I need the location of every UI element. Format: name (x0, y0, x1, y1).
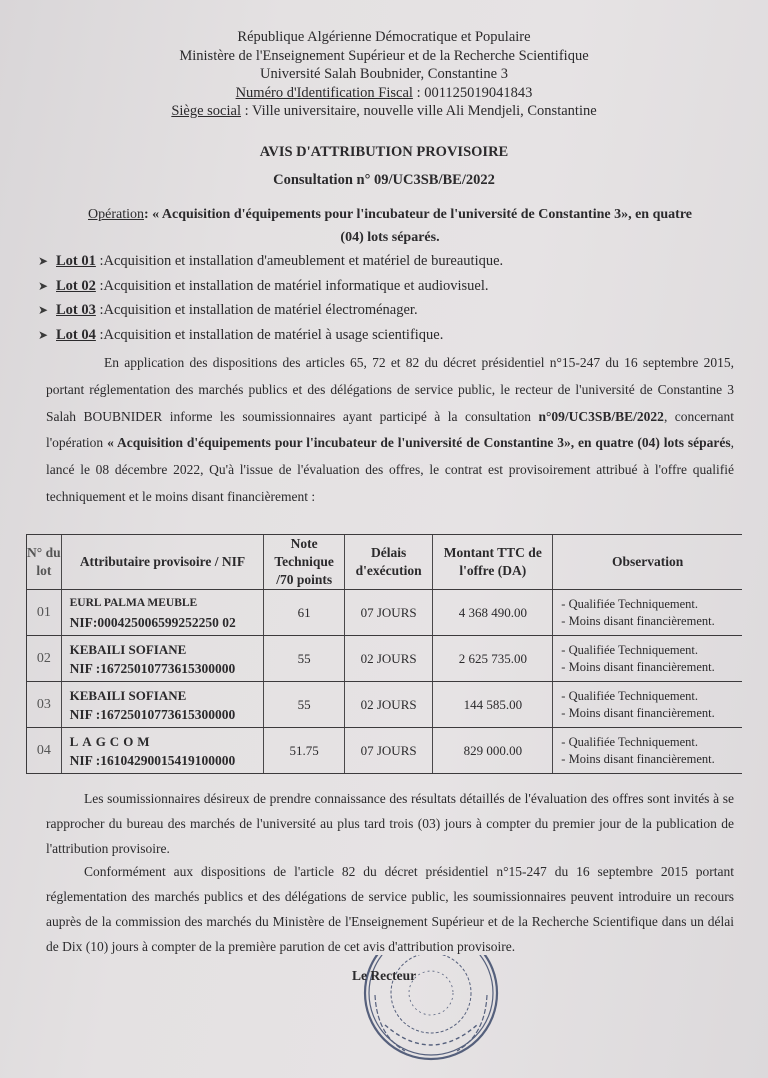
intro-text: En application des dispositions des articles 65, 72 et 82 du décret présidentiel n°15-247 du 16 septembre 2015, portant réglementation des marchés publics et des délégations de service public, le recteur de l'université de Constantine 3 Salah BOUBNIDER informe les soumissionnaires ayant participé à la consultation (46, 355, 734, 424)
col-observation: Observation (553, 535, 742, 590)
delivery-time: 02 JOURS (344, 682, 432, 728)
consultation-number: Consultation n° 09/UC3SB/BE/2022 (273, 172, 495, 188)
observation-line: - Qualifiée Techniquement. (561, 688, 698, 703)
lot-item (38, 278, 758, 303)
offer-amount: 829 000.00 (433, 728, 553, 774)
lot-item (38, 253, 758, 278)
delivery-time: 07 JOURS (344, 728, 432, 774)
observation-line: - Moins disant financièrement. (561, 751, 715, 766)
company-nif: NIF :16725010773615300000 (69, 706, 236, 722)
lot-item (38, 327, 758, 352)
table-header-row (27, 535, 743, 590)
fiscal-id-line (0, 84, 768, 103)
lot-code: Lot 02 (56, 277, 96, 294)
ministry-line: Ministère de l'Enseignement Supérieur et de la Recherche Scientifique (179, 47, 589, 64)
technical-score: 55 (264, 636, 345, 682)
operation-text-cont: (04) lots séparés. (340, 230, 440, 245)
company-name: EURL PALMA MEUBLE (69, 596, 198, 609)
lots-list (38, 253, 758, 351)
lot-code: Lot 03 (56, 302, 96, 318)
observation-line: - Moins disant financièrement. (561, 705, 715, 720)
university-line: Université Salah Boubnider, Constantine 3 (260, 66, 508, 82)
observation-line: - Moins disant financièrement. (561, 659, 715, 674)
company-nif: NIF:000425006599252250 02 (69, 614, 236, 630)
arrow-bullet-icon: ➤ (38, 327, 49, 342)
observation-cell (553, 682, 742, 728)
signature-title: Le Recteur (352, 968, 417, 983)
company-name: KEBAILI SOFIANE (69, 687, 187, 703)
lot-code: Lot 04 (56, 326, 96, 343)
lot-description: :Acquisition et installation d'ameublement et matériel de bureautique. (95, 253, 504, 269)
lot-number: 02 (27, 636, 62, 682)
technical-score: 61 (264, 590, 345, 636)
col-montant: Montant TTC de l'offre (DA) (433, 535, 553, 590)
operation-block (40, 203, 740, 249)
lot-description: :Acquisition et installation de matériel électroménager. (95, 302, 418, 318)
table-row (27, 682, 743, 728)
closing-text: Les soumissionnaires désireux de prendre connaissance des résultats détaillés de l'évaluation des offres sont invités à se rapprocher du bureau des marchés de l'université au plus tard trois (03) jours à compter du premier jour de la publication de l'attribution provisoire. (46, 791, 734, 856)
lot-code: Lot 01 (56, 253, 96, 269)
offer-amount: 144 585.00 (433, 682, 553, 728)
intro-text: , lancé le 08 décembre 2022, Qu'à l'issue de l'évaluation des offres, le contrat est provisoirement attribué à l'offre qualifié techniquement et le moins disant financièrement : (46, 435, 734, 504)
intro-paragraph (46, 350, 734, 511)
attributaire-cell (61, 636, 264, 682)
attributaire-cell (61, 728, 264, 774)
offer-amount: 2 625 735.00 (433, 636, 553, 682)
appeal-paragraph (46, 859, 734, 959)
observation-line: - Qualifiée Techniquement. (561, 596, 698, 611)
offer-amount: 4 368 490.00 (433, 590, 553, 636)
headquarters-value: : Ville universitaire, nouvelle ville Ali Mendjeli, Constantine (241, 103, 597, 119)
arrow-bullet-icon: ➤ (38, 303, 49, 317)
consultation-results-paragraph (46, 786, 734, 861)
arrow-bullet-icon: ➤ (38, 254, 49, 268)
arrow-bullet-icon: ➤ (38, 278, 49, 293)
observation-line: - Qualifiée Techniquement. (561, 734, 698, 749)
lot-description: :Acquisition et installation de matériel informatique et audiovisuel. (95, 277, 489, 294)
attributaire-cell (61, 682, 264, 728)
fiscal-id-value: : 001125019041843 (412, 84, 533, 101)
company-name: KEBAILI SOFIANE (69, 641, 187, 657)
col-attributaire: Attributaire provisoire / NIF (61, 535, 264, 590)
observation-cell (553, 636, 742, 682)
observation-cell (553, 728, 742, 774)
notice-title: AVIS D'ATTRIBUTION PROVISOIRE (259, 144, 509, 160)
observation-line: - Moins disant financièrement. (561, 613, 715, 628)
table-row (27, 590, 743, 636)
company-name: LAGCOM (69, 733, 154, 749)
delivery-time: 02 JOURS (344, 636, 432, 682)
operation-label: Opération (88, 207, 144, 222)
lot-item (38, 302, 758, 327)
lot-number: 04 (27, 728, 62, 774)
col-lot-number: N° du lot (27, 535, 62, 590)
table-row (27, 728, 743, 774)
delivery-time: 07 JOURS (344, 590, 432, 636)
attributaire-cell (61, 590, 264, 636)
headquarters-label: Siège social (171, 103, 241, 119)
lot-number: 01 (27, 590, 62, 636)
lot-number: 03 (27, 682, 62, 728)
lot-description: :Acquisition et installation de matériel à usage scientifique. (95, 326, 444, 343)
operation-text: : « Acquisition d'équipements pour l'incubateur de l'université de Constantine 3», en quatre (143, 207, 692, 222)
observation-cell (553, 590, 742, 636)
headquarters-line (0, 102, 768, 121)
technical-score: 55 (264, 682, 345, 728)
closing-text: Conformément aux dispositions de l'article 82 du décret présidentiel n°15-247 du 16 septembre 2015 portant réglementation des marchés publics et des délégations de service public, les soumissionnaires peuvent introduire un recours auprès de la commission des marchés du Ministère de l'Enseignement Supérieur et de la Recherche Scientifique dans un délai de Dix (10) jours à compter de la première parution de cet avis d'attribution provisoire. (46, 864, 734, 954)
letterhead (0, 28, 768, 121)
company-nif: NIF :16104290015419100000 (69, 752, 236, 768)
col-note: Note Technique /70 points (264, 535, 345, 590)
table-row (27, 636, 743, 682)
consultation-ref: n°09/UC3SB/BE/2022 (538, 408, 664, 424)
operation-ref: « Acquisition d'équipements pour l'incubateur de l'université de Constantine 3», en quatre (04) lots séparés (107, 435, 731, 451)
company-nif: NIF :16725010773615300000 (69, 660, 236, 676)
observation-line: - Qualifiée Techniquement. (561, 642, 698, 657)
col-delais: Délais d'exécution (344, 535, 432, 590)
attribution-table (26, 534, 742, 774)
intro-text: , concernant l'opération (46, 408, 735, 451)
technical-score: 51.75 (264, 728, 345, 774)
fiscal-id-label: Numéro d'Identification Fiscal (235, 84, 413, 101)
republic-line: République Algérienne Démocratique et Populaire (237, 29, 531, 45)
